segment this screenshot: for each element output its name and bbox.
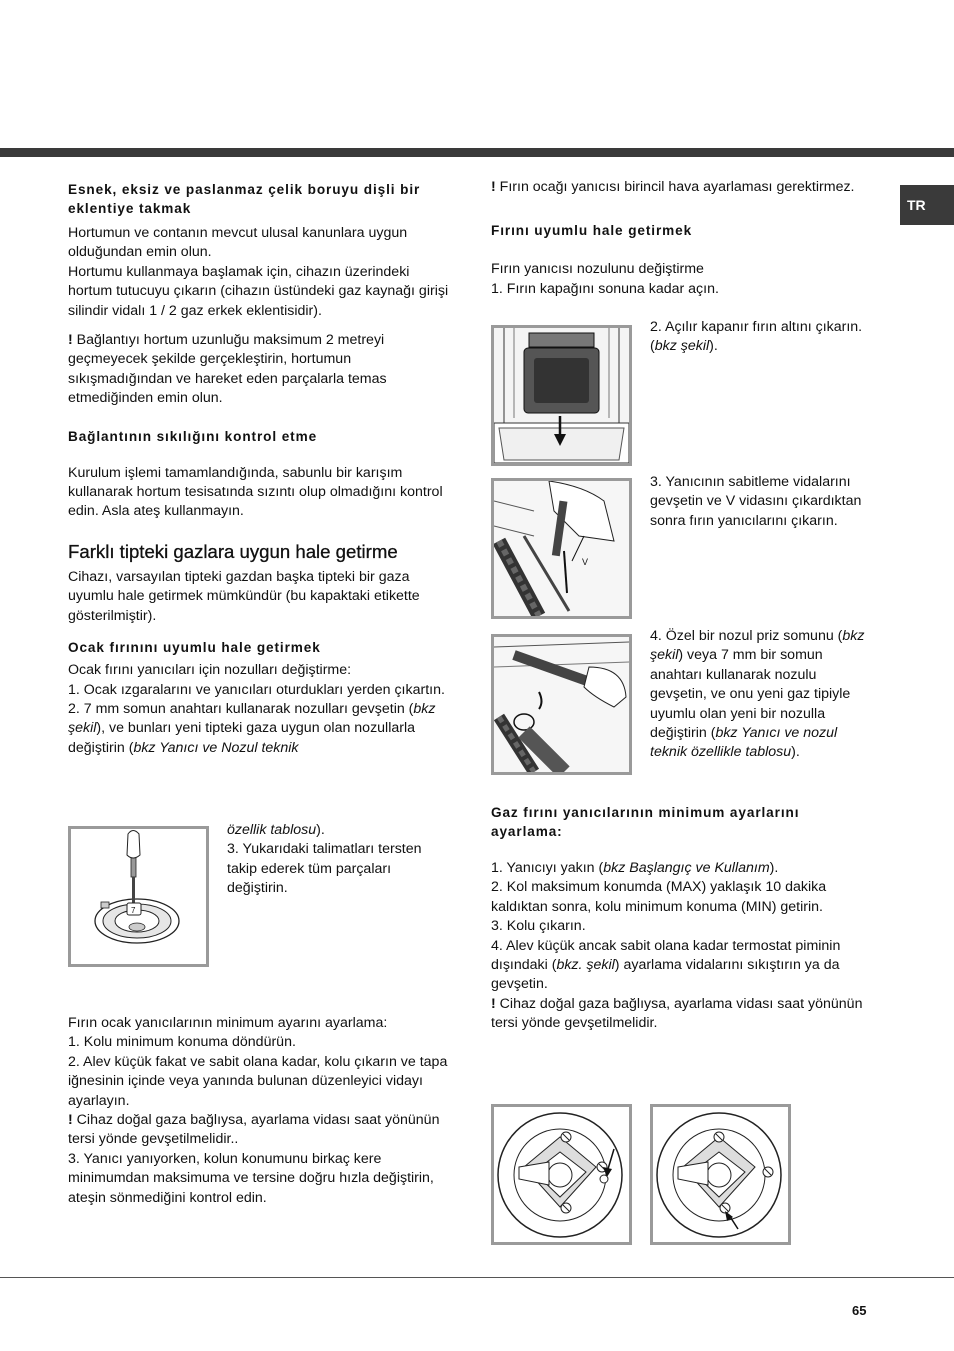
step-hob-1: 1. Ocak ızgaralarını ve yanıcıları oturdukları yerden çıkartın. (68, 681, 445, 698)
nozzle-size-label: 7 (131, 906, 136, 915)
para-hose-compliance: Hortumun ve contanın mevcut ulusal kanunlara uygun olduğundan emin olun. (68, 225, 408, 261)
top-rule (0, 148, 954, 157)
step-hob-2: 2. 7 mm somun anahtarı kullanarak nozulları gevşetin (bkz şekil), ve bunları yeni tipteki gaza uygun olan nozullarla değiştirin (bkz Yanıcı ve Nozul teknik (68, 700, 436, 756)
thermostat-illustration-1 (494, 1107, 629, 1242)
v-screw-label: V (582, 557, 589, 567)
step-gas-3: 3. Kolu çıkarın. (491, 918, 586, 935)
step-min-2: 2. Alev küçük fakat ve sabit olana kadar, kolu çıkarın ve tapa iğnesinin içinde veya yanında bulunan düzenleyici vidayı ayarlayın. (68, 1053, 448, 1109)
para-hose-holder: Hortumu kullanmaya başlamak için, cihazın üzerindeki hortum tutucuyu çıkarın (cihazın üstündeki gaz kaynağı girişi silindir vidalı 1 / 2 gaz erkek eklentisidir). (68, 263, 449, 319)
page-number: 65 (852, 1303, 867, 1318)
nozzle-wrench-illustration (494, 637, 629, 772)
heading-hob-adaptation: Ocak fırınını uyumlu hale getirmek (68, 640, 321, 656)
step-oven-3: 3. Yanıcının sabitleme vidalarını gevşetin ve V vidasını çıkardıktan sonra fırın yanıcılarını çıkarın. (650, 474, 862, 529)
right-column (491, 178, 871, 299)
step-gas-1: 1. Yanıcıyı yakın (bkz Başlangıç ve Kullanım). (491, 860, 779, 876)
para-hob-min-adjust: Fırın ocak yanıcılarının minimum ayarını ayarlama: (68, 1015, 388, 1031)
step-min-1: 1. Kolu minimum konuma döndürün. (68, 1034, 296, 1051)
step-hob-3: 3. Yukarıdaki talimatları tersten takip ederek tüm parçaları değiştirin. (227, 841, 422, 897)
heading-flexible-hose: Esnek, eksiz ve paslanmaz çelik boruyu dişli bir eklentiye takmak (68, 182, 421, 216)
language-tab: TR (900, 185, 954, 225)
para-gas-conversion: Cihazı, varsayılan tipteki gazdan başka tipteki bir gaza uyumlu hale getirmek mümkündür (bu kapaktaki etikette gösterilmiştir). (68, 568, 420, 624)
heading-oven-min-adjust: Gaz fırını yanıcılarının minimum ayarlarını ayarlama: (491, 805, 800, 839)
left-column (68, 180, 452, 758)
step-oven-2: 2. Açılır kapanır fırın altını çıkarın. (bkz şekil). (650, 319, 863, 355)
step-gas-4: 4. Alev küçük ancak sabit olana kadar termostat piminin dışındaki (bkz. şekil) ayarlama vidalarını sıkıştırın ya da gevşetin. (491, 937, 841, 993)
figure-hob-nozzle (68, 826, 209, 967)
hob-step-continuation (227, 821, 447, 899)
warning-primary-air: ! Fırın ocağı yanıcısı birincil hava ayarlaması gerektirmez. (491, 179, 855, 195)
para-hob-nozzles: Ocak fırını yanıcıları için nozulları değiştirme: (68, 662, 352, 679)
step-min-3: 3. Yanıcı yanıyorken, kolun konumunu birkaç kere minimumdan maksimuma ve tersine doğru hızla değiştirin, ateşin sönmediğini kontrol edin. (68, 1150, 434, 1206)
section-title-gas-conversion: Farklı tipteki gazlara uygun hale getirme (68, 540, 398, 562)
step-gas-2: 2. Kol maksimum konumda (MAX) yaklaşık 10 dakika kaldıktan sonra, kolu minimum konuma (MIN) getirin. (491, 879, 827, 915)
para-oven-nozzle: Fırın yanıcısı nozulunu değiştirme (491, 261, 704, 278)
step-oven-1: 1. Fırın kapağını sonuna kadar açın. (491, 280, 719, 297)
heading-tightness-check: Bağlantının sıkılığını kontrol etme (68, 428, 318, 444)
hob-min-adjust-block (68, 1014, 452, 1208)
oven-min-adjust-block (491, 803, 871, 1034)
figure-burner-screws (491, 478, 632, 619)
oven-floor-illustration (494, 328, 629, 463)
burner-screws-illustration (494, 481, 629, 616)
warning-natural-gas-oven: ! Cihaz doğal gaza bağlıysa, ayarlama vidası saat yönünün tersi yönde gevşetilmelidir. (491, 995, 863, 1032)
warning-natural-gas-hob: ! Cihaz doğal gaza bağlıysa, ayarlama vidası saat yönünün tersi yönde gevşetilmelidir.. (68, 1112, 440, 1148)
figure-nozzle-wrench (491, 634, 632, 775)
step-hob-2-end: özellik tablosu). (227, 822, 325, 838)
heading-oven-adaptation: Fırını uyumlu hale getirmek (491, 223, 693, 239)
figure-thermostat-screw-2 (650, 1104, 791, 1245)
hob-nozzle-illustration (71, 829, 206, 964)
thermostat-illustration-2 (653, 1107, 788, 1242)
para-tightness-check: Kurulum işlemi tamamlandığında, sabunlu bir karışım kullanarak hortum tesisatında sızıntı olup olmadığını kontrol edin. Asla ateş kullanmayın. (68, 464, 443, 520)
step-oven-4: 4. Özel bir nozul priz somunu (bkz şekil) veya 7 mm bir somun anahtarı kullanarak nozulu gevşetin, ve onu yeni gaz tipiyle uyumlu olan yeni bir nozulla değiştirin (bkz Yanıcı ve nozul teknik özellikle tablosu). (650, 628, 865, 761)
bottom-rule (0, 1277, 954, 1278)
warning-hose-length: ! Bağlantıyı hortum uzunluğu maksimum 2 metreyi geçmeyecek şekilde gerçekleştirin, hortumun sıkışmadığından ve hareket eden parçalarla temas etmediğinden emin olun. (68, 332, 387, 407)
figure-oven-floor (491, 325, 632, 466)
figure-thermostat-screw-1 (491, 1104, 632, 1245)
